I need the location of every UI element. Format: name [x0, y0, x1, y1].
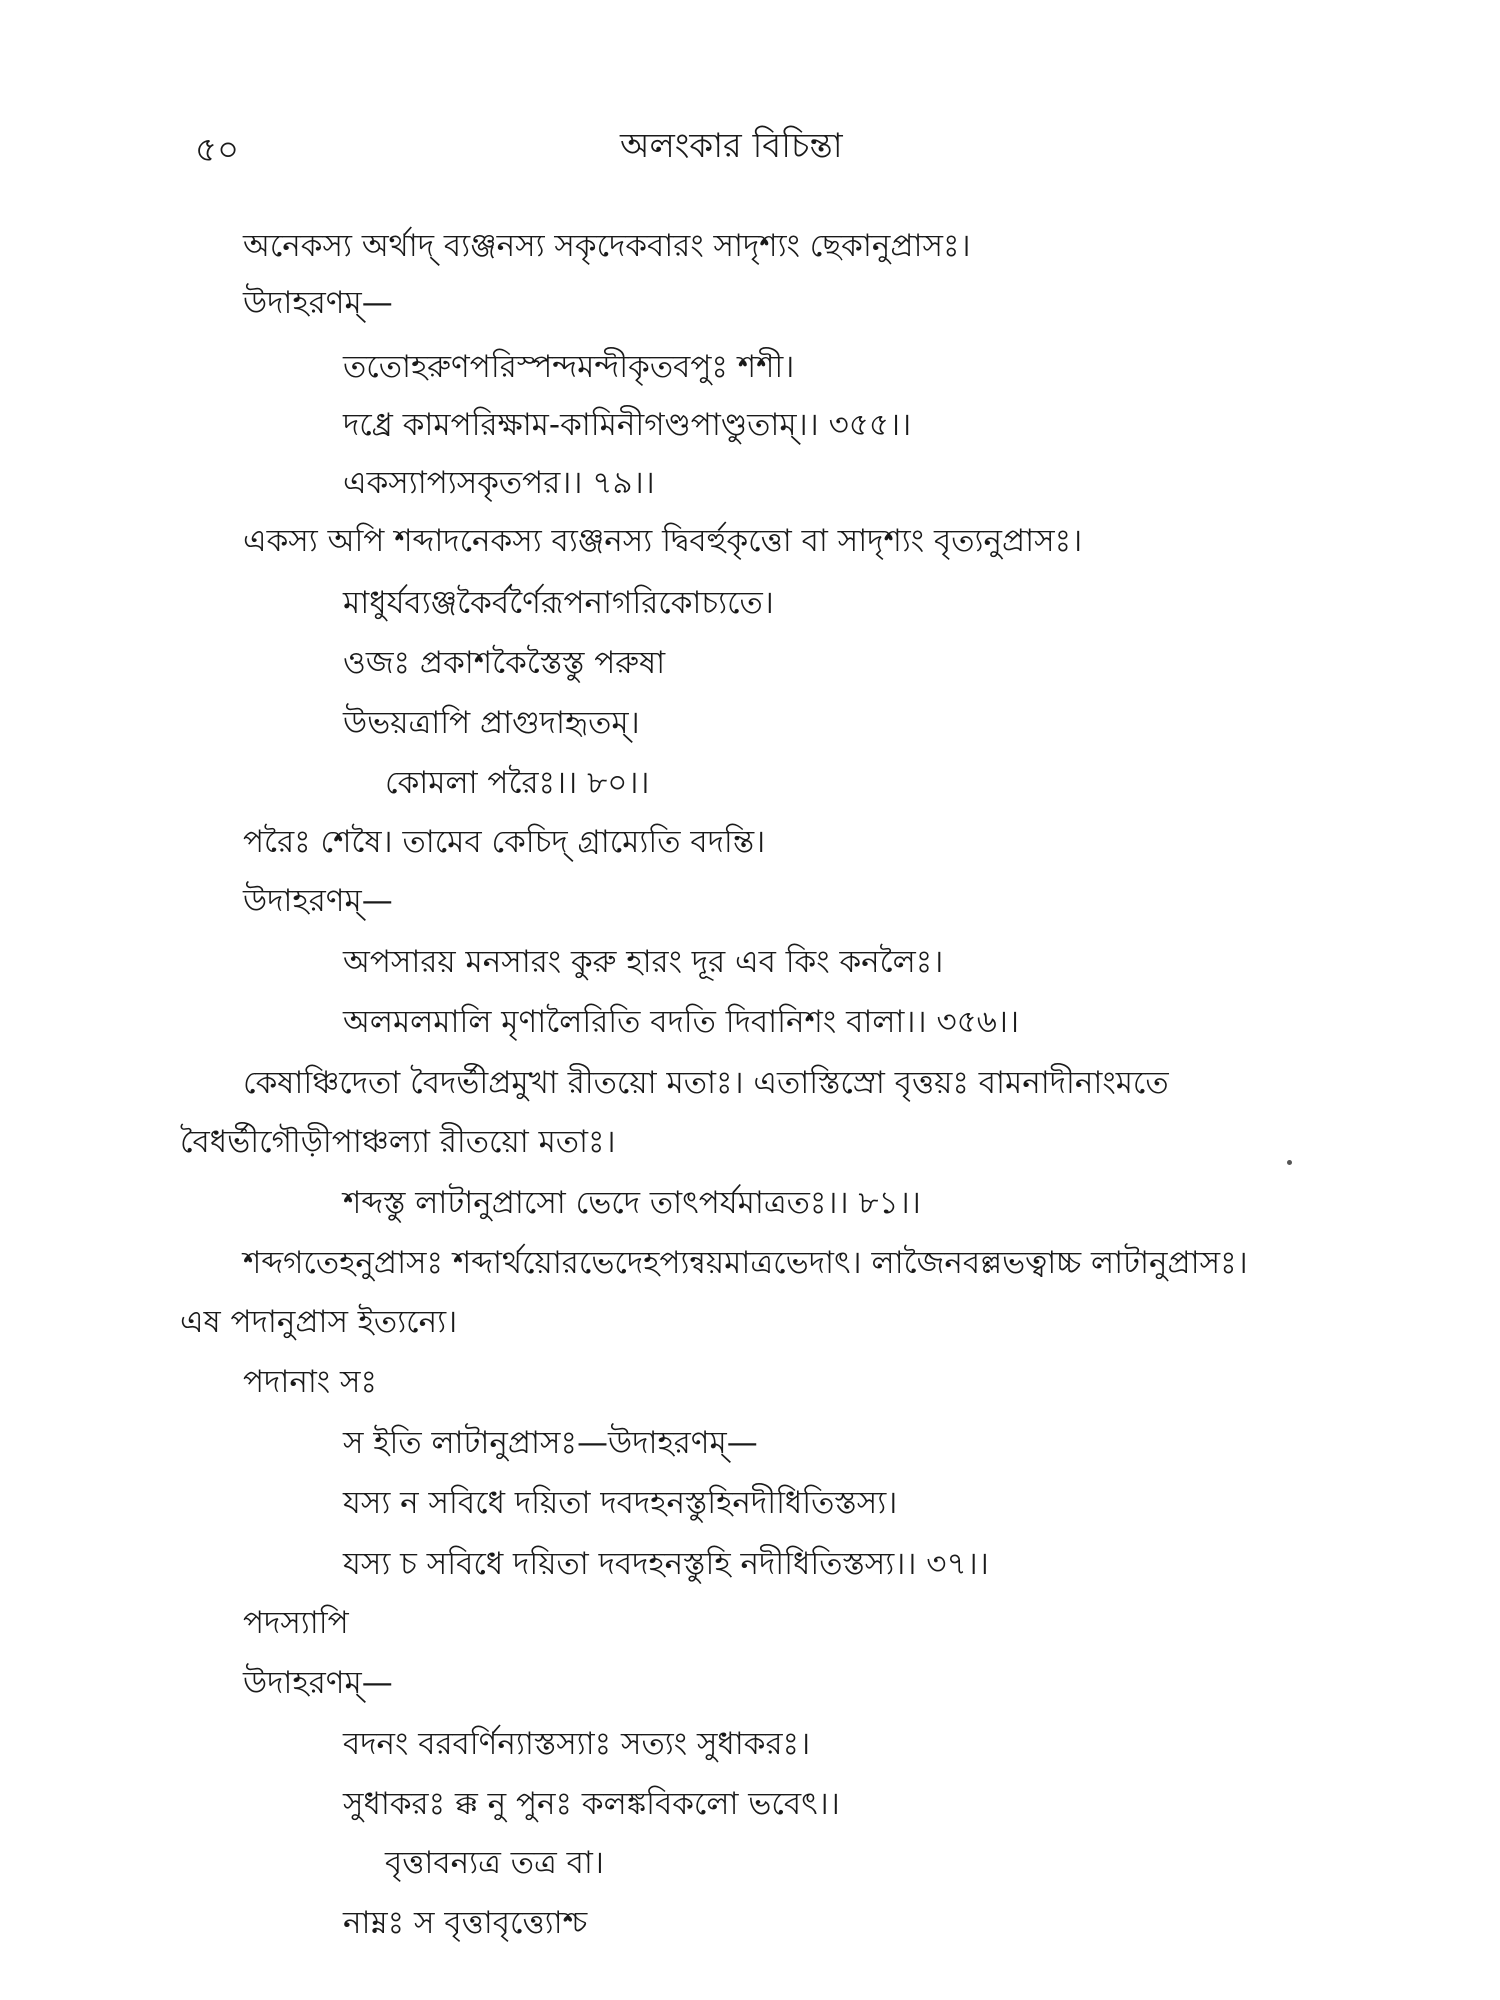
- text-line: এষ পদানুপ্রাস ইত্যন্যে।: [180, 1304, 458, 1340]
- verse-line: স ইতি লাটানুপ্রাসঃ—উদাহরণম্—: [343, 1425, 758, 1461]
- text-line: পদস্যাপি: [243, 1605, 349, 1641]
- text-line: বৈধর্ভীগৌড়ীপাঞ্চল্যা রীতয়ো মতাঃ।: [180, 1124, 616, 1160]
- verse-line: সুধাকরঃ ক্ক নু পুনঃ কলঙ্কবিকলো ভবেৎ।।: [343, 1786, 840, 1822]
- sutra-line: বৃত্তাবন্যত্র তত্র বা।: [385, 1845, 605, 1881]
- text-line: উদাহরণম্—: [243, 285, 393, 321]
- sutra-line: একস্যাপ্যসকৃতপর।। ৭৯।।: [343, 465, 655, 501]
- text-line: শব্দগতেহনুপ্রাসঃ শব্দার্থয়োরভেদেহপ্যন্বয়মাত্রভেদাৎ। লাজৈনবল্লভত্বাচ্চ লাটানুপ্রাসঃ।: [243, 1245, 1248, 1281]
- sutra-line: কোমলা পরৈঃ।। ৮০।।: [385, 765, 650, 801]
- text-line: উদাহরণম্—: [243, 883, 393, 919]
- verse-line: যস্য ন সবিধে দয়িতা দবদহনস্তুহিনদীধিতিস্তস্য।: [343, 1485, 898, 1521]
- sutra-line: শব্দস্তু লাটানুপ্রাসো ভেদে তাৎপর্যমাত্রতঃ।। ৮১।।: [343, 1185, 921, 1221]
- text-line: একস্য অপি শব্দাদনেকস্য ব্যঞ্জনস্য দ্বিবর্হুকৃত্তো বা সাদৃশ্যং বৃত্যনুপ্রাসঃ।: [243, 523, 1083, 559]
- text-line: কেষাঞ্চিদেতা বৈদর্ভীপ্রমুখা রীতয়ো মতাঃ। এতাস্তিস্রো বৃত্তয়ঃ বামনাদীনাংমতে: [243, 1065, 1169, 1101]
- ink-speck: [1287, 1160, 1292, 1165]
- sutra-line: নাম্নঃ স বৃত্তাবৃত্ত্যোশ্চ: [343, 1905, 588, 1941]
- page-number: ৫০: [195, 130, 240, 170]
- text-line: উদাহরণম্—: [243, 1665, 393, 1701]
- verse-line: বদনং বরবর্ণিন্যাস্তস্যাঃ সত্যং সুধাকরঃ।: [343, 1726, 811, 1762]
- text-line: অনেকস্য অর্থাদ্ ব্যঞ্জনস্য সকৃদেকবারং সাদৃশ্যং ছেকানুপ্রাসঃ।: [243, 228, 971, 264]
- verse-line: ওজঃ প্রকাশকৈস্তৈস্তু পরুষা: [343, 645, 666, 681]
- verse-line: উভয়ত্রাপি প্রাগুদাহৃতম্।: [343, 705, 640, 741]
- running-header-title: অলংকার বিচিন্তা: [620, 126, 843, 166]
- verse-line: অপসারয় মনসারং কুরু হারং দূর এব কিং কনলৈঃ।: [343, 944, 944, 980]
- verse-line: যস্য চ সবিধে দয়িতা দবদহনস্তুহি নদীধিতিস্তস্য।। ৩৭।।: [343, 1546, 989, 1582]
- verse-line: ততোহরুণপরিস্পন্দমন্দীকৃতবপুঃ শশী।: [343, 349, 795, 385]
- verse-line: দধ্রে কামপরিক্ষাম-কামিনীগণ্ডপাণ্ডুতাম্।। ৩৫৫।।: [343, 407, 912, 443]
- text-line: পরৈঃ শেষৈ। তামেব কেচিদ্ গ্রাম্যেতি বদন্তি।: [243, 824, 766, 860]
- verse-line: মাধুর্যব্যঞ্জকৈর্বর্ণৈরূপনাগরিকোচ্যতে।: [343, 585, 774, 621]
- verse-line: অলমলমালি মৃণালৈরিতি বদতি দিবানিশং বালা।। ৩৫৬।।: [343, 1004, 1020, 1040]
- text-line: পদানাং সঃ: [243, 1364, 378, 1400]
